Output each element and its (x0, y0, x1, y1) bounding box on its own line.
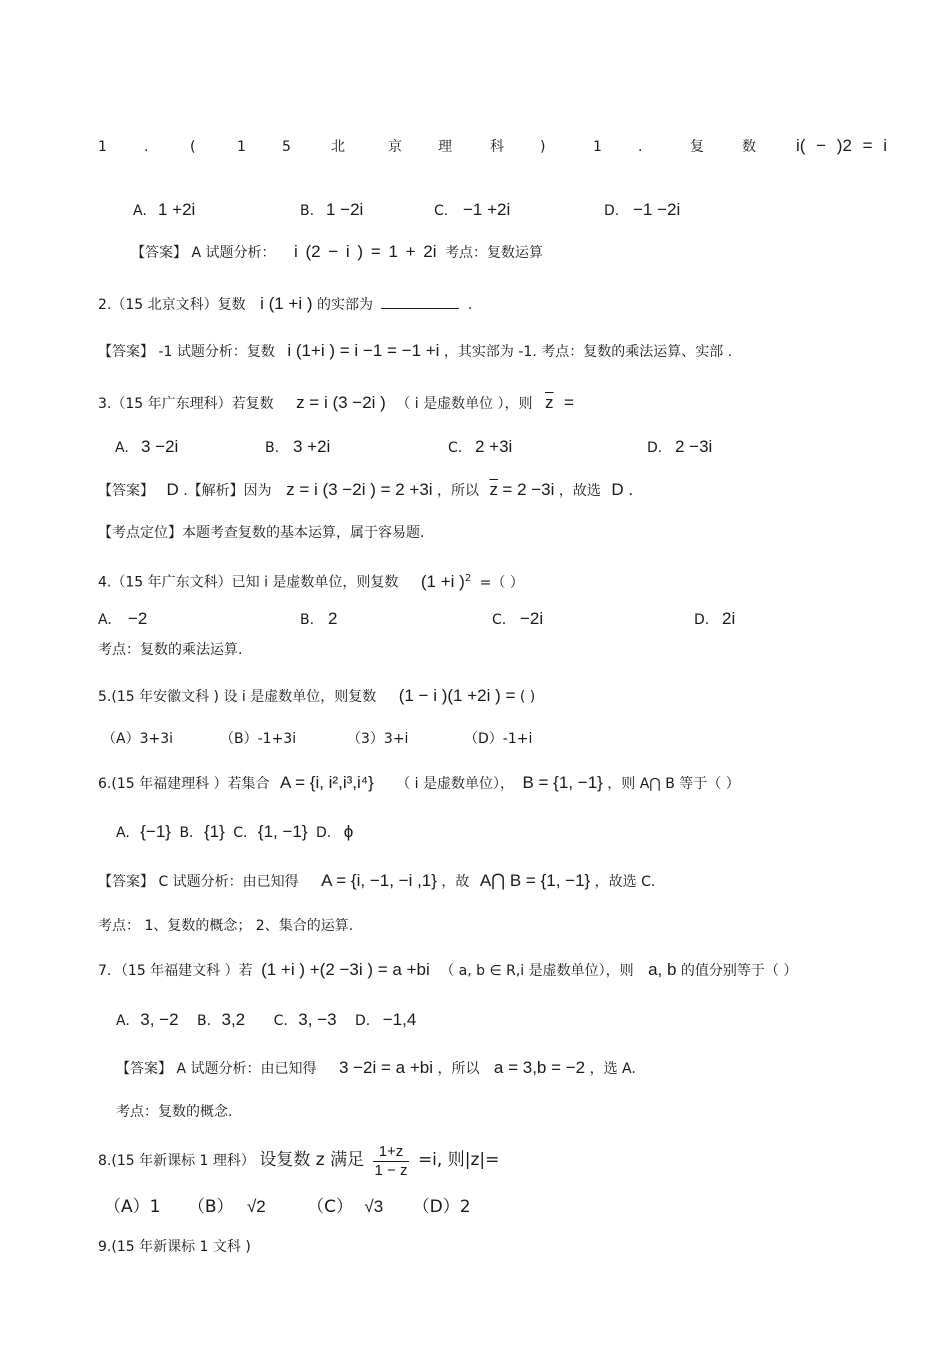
q6-answer: 【答案】 C 试题分析：由已知得 A = {i, −1, −i ,1} ，故 A⋂ B = {1, −1} ，故选 C. (98, 871, 656, 890)
q6-kaodian: 考点： 1、复数的概念； 2、集合的运算. (98, 918, 354, 934)
q1-answer: 【答案】 A 试题分析： i (2 − i ) = 1 + 2i 考点：复数运算 (131, 242, 543, 261)
q7-options: A. 3, −2 B. 3,2 C. 3, −3 D. −1,4 (116, 1010, 417, 1029)
q5-stem: 5.(15 年安徽文科 ) 设 i 是虚数单位，则复数 (1 − i )(1 +2i ) = ( ) (98, 686, 536, 705)
q2-answer-blank[interactable] (381, 294, 459, 309)
q6-options: A. {−1} B. {1} C. {1, −1} D. ϕ (116, 822, 354, 841)
q2-stem: 2.（15 北京文科）复数 i (1 +i ) 的实部为 . (98, 294, 473, 313)
q8-fraction: $\frac{1+z}{1 - z}$ (374, 1142, 408, 1179)
q3-kaodian: 【考点定位】本题考查复数的基本运算，属于容易题. (98, 525, 425, 541)
q4-stem: 4.（15 年广东文科）已知 i 是虚数单位，则复数 (1 +i )$^2$ =（ ） (98, 571, 524, 591)
sqrt2: √2 (246, 1197, 266, 1216)
q3-z-conjugate: $\overline{z}$ (545, 393, 554, 412)
q3-answer-zbar: $\overline{z}$ (489, 480, 498, 499)
q7-kaodian: 考点：复数的概念. (116, 1104, 233, 1120)
sqrt3: √3 (364, 1197, 384, 1216)
q9-stem: 9.(15 年新课标 1 文科 ) (98, 1239, 251, 1255)
q6-stem: 6.(15 年福建理科 ）若集合 A = {i, i²,i³,i⁴} （ i 是虚数单位）， B = {1, −1} ，则 A⋂ B 等于（ ） (98, 773, 740, 792)
q7-answer: 【答案】 A 试题分析：由已知得 3 −2i = a +bi ，所以 a = 3,b = −2 ，选 A. (116, 1058, 636, 1077)
q3-answer: 【答案】 D .【解析】因为 z = i (3 −2i ) = 2 +3i ，所以 $\overline{z} = 2 -3i$ ，故选 D . (98, 480, 634, 499)
q3-stem: 3.（15 年广东理科）若复数 z = i (3 −2i ) （ i 是虚数单位 ），则 $\overline{z}$ = (98, 393, 574, 412)
q1-expression: i( − )2 = i (796, 136, 888, 155)
q8-options: （A）1 （B） √2 （C） √3 （D）2 (104, 1197, 471, 1217)
q1-num: 1 (98, 139, 107, 155)
q8-stem: 8.(15 年新课标 1 理科） 设复数 z 满足 $\frac{1+z}{1 - z}$ =i, 则|z|= (98, 1142, 500, 1179)
q7-stem: 7．（15 年福建文科 ）若 (1 +i ) +(2 −3i ) = a +bi （ a, b ∈ R,i 是虚数单位），则 a, b 的值分别等于（ ） (98, 960, 798, 979)
q4-kaodian: 考点：复数的乘法运算. (98, 642, 243, 658)
q2-answer: 【答案】 -1 试题分析：复数 i (1+i ) = i −1 = −1 +i ，其实部为 -1. 考点：复数的乘法运算、实部 . (98, 341, 733, 360)
